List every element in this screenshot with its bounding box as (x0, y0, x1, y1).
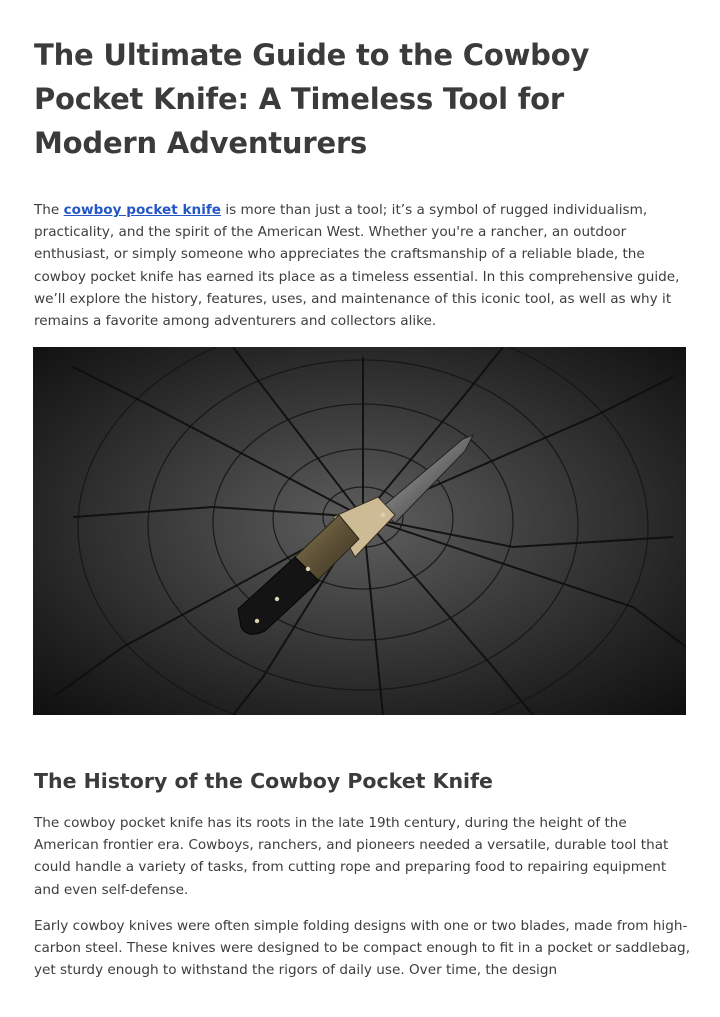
knife-illustration (33, 347, 686, 715)
knife-on-stump-photo (33, 347, 686, 715)
intro-body: is more than just a tool; it’s a symbol of rugged individualism, practicality, and the spirit of the American West. Whether you're a rancher, an outdoor enthusiast, or simply someone who appreciates the craftsmanship of a reliable blade, the cowboy pocket knife has earned its place as a timeless essential. In this comprehensive guide, we’ll explore the history, features, uses, and maintenance of this iconic tool, as well as why it remains a favorite among adventurers and collectors alike. (34, 202, 680, 330)
history-paragraph-2: Early cowboy knives were often simple folding designs with one or two blades, made from high-carbon steel. These knives were designed to be compact enough to fit in a pocket or saddlebag, yet sturdy enough to withstand the rigors of daily use. Over time, the design (34, 918, 691, 979)
history-heading: The History of the Cowboy Pocket Knife (34, 769, 493, 793)
article-title: The Ultimate Guide to the Cowboy Pocket Knife: A Timeless Tool for Modern Adventurers (34, 38, 590, 160)
history-paragraph-1: The cowboy pocket knife has its roots in the late 19th century, during the height of the American frontier era. Cowboys, ranchers, and pioneers needed a versatile, durable tool that could handle a variety of tasks, from cutting rope and preparing food to repairing equipment and even self-defense. (34, 815, 669, 898)
intro-prefix: The (34, 202, 64, 218)
cowboy-pocket-knife-link[interactable]: cowboy pocket knife (63, 202, 221, 218)
intro-paragraph (34, 199, 694, 332)
